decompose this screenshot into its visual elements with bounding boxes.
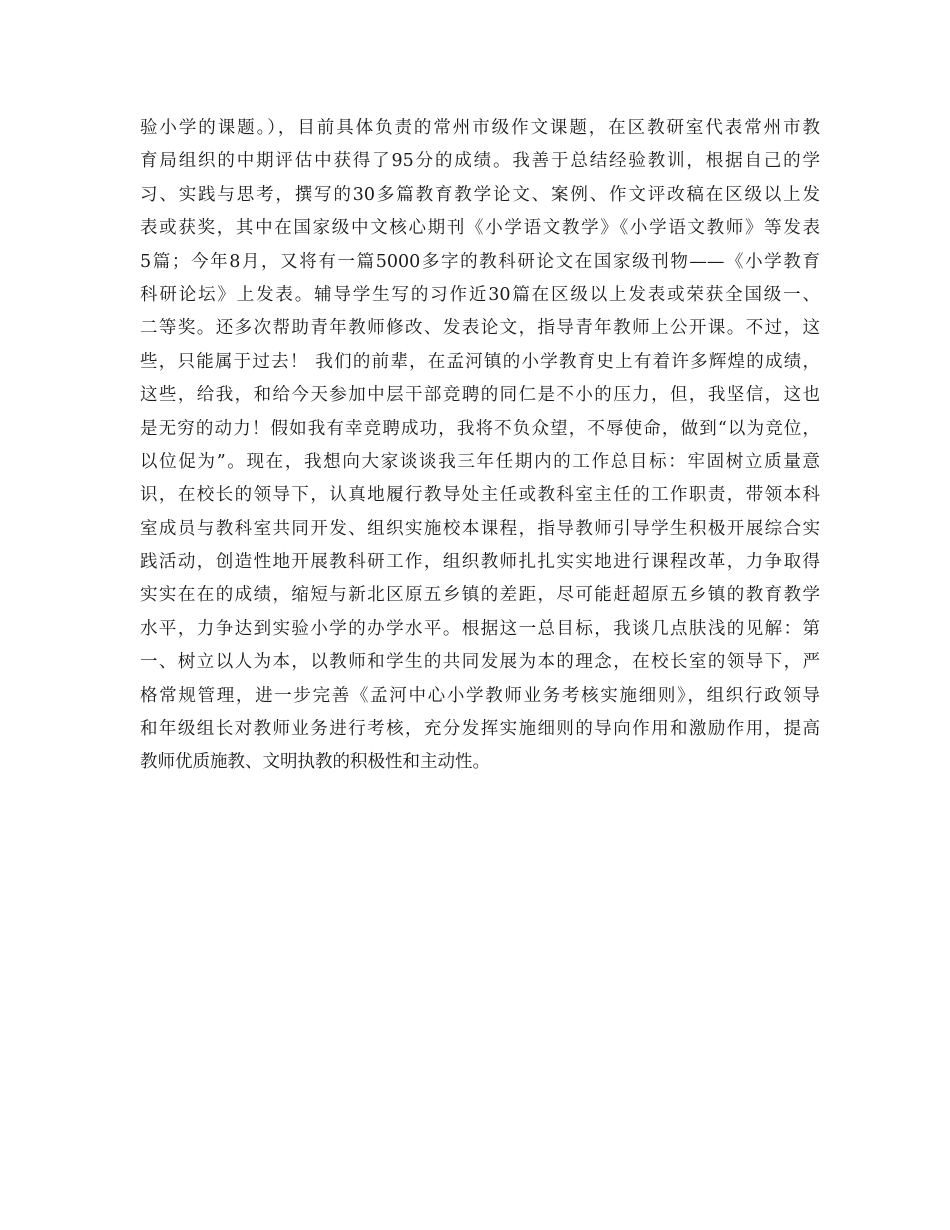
- text-line: 些，只能属于过去！ 我们的前辈，在孟河镇的小学教育史上有着许多辉煌的成绩，: [140, 351, 820, 372]
- text-line: 一、树立以人为本，以教师和学生的共同发展为本的理念，在校长室的领导下，严: [140, 652, 820, 673]
- text-line: 格常规管理，进一步完善《孟河中心小学教师业务考核实施细则》，组织行政领导: [140, 685, 820, 706]
- text-line: 习、实践与思考，撰写的30多篇教育教学论文、案例、作文评改稿在区级以上发: [140, 184, 820, 205]
- text-line: 识，在校长的领导下，认真地履行教导处主任或教科室主任的工作职责，带领本科: [140, 485, 820, 506]
- text-line: 验小学的课题。），目前具体负责的常州市级作文课题，在区教研室代表常州市教: [140, 118, 820, 138]
- text-line: 是无穷的动力！假如我有幸竞聘成功，我将不负众望，不辱使命，做到“以为竞位，: [140, 418, 820, 439]
- text-line: 表或获奖，其中在国家级中文核心期刊《小学语文教学》《小学语文教师》等发表: [140, 218, 820, 239]
- text-line: 二等奖。还多次帮助青年教师修改、发表论文，指导青年教师上公开课。不过，这: [140, 318, 820, 339]
- text-line: 水平，力争达到实验小学的办学水平。根据这一总目标，我谈几点肤浅的见解：第: [140, 618, 820, 639]
- text-line: 和年级组长对教师业务进行考核，充分发挥实施细则的导向作用和激励作用，提高: [140, 719, 820, 740]
- text-line: 实实在在的成绩，缩短与新北区原五乡镇的差距，尽可能赶超原五乡镇的教育教学: [140, 585, 820, 606]
- text-line: 室成员与教科室共同开发、组织实施校本课程，指导教师引导学生积极开展综合实: [140, 518, 820, 539]
- text-line: 科研论坛》上发表。辅导学生写的习作近30篇在区级以上发表或荣获全国级一、: [140, 284, 820, 305]
- text-line: 教师优质施教、文明执教的积极性和主动性。: [140, 752, 490, 773]
- body-text: [140, 112, 820, 780]
- text-line: 以位促为”。现在，我想向大家谈谈我三年任期内的工作总目标：牢固树立质量意: [140, 451, 820, 472]
- text-line: 育局组织的中期评估中获得了95分的成绩。我善于总结经验教训，根据自己的学: [140, 151, 820, 172]
- text-line: 践活动，创造性地开展教科研工作，组织教师扎扎实实地进行课程改革，力争取得: [140, 552, 820, 573]
- text-line: 5篇；今年8月，又将有一篇5000多字的教科研论文在国家级刊物——《小学教育: [140, 251, 820, 272]
- text-line: 这些，给我，和给今天参加中层干部竞聘的同仁是不小的压力，但，我坚信，这也: [140, 385, 820, 406]
